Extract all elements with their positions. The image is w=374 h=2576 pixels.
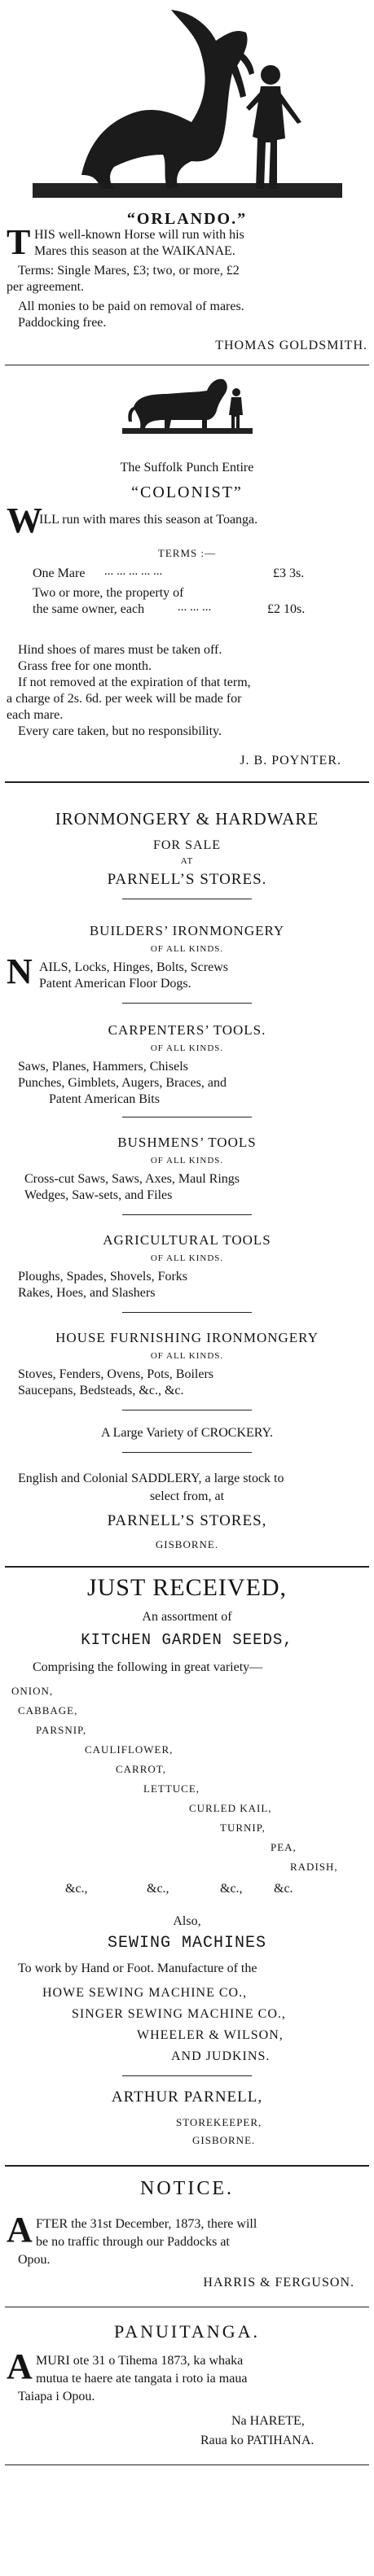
arthur-parnell-signature: ARTHUR PARNELL, <box>111 2088 263 2106</box>
orlando-paddock-line: Paddocking free. <box>18 316 107 330</box>
colonist-terms-heading: TERMS :— <box>157 547 217 559</box>
saddlery-line2: select from, at <box>149 1489 225 1503</box>
colonist-signature: J. B. POYNTER. <box>240 754 341 768</box>
notice-line3: Opou. <box>18 2253 51 2267</box>
panuitanga-drop-cap: A <box>7 2346 33 2386</box>
sewing-heading: SEWING MACHINES <box>107 1934 267 1953</box>
orlando-body-line2: Mares this season at the WAIKANAE. <box>34 244 235 258</box>
maker-item: WHEELER & WILSON, <box>137 2028 284 2042</box>
short-divider <box>122 1214 252 1215</box>
etc-item: &c., <box>220 1882 243 1896</box>
comprising-line: Comprising the following in great variety— <box>33 1660 263 1674</box>
short-divider <box>122 1312 252 1313</box>
orlando-drop-cap: T <box>7 222 31 262</box>
panuitanga-line1: MURI ote 31 o Tihema 1873, ka whaka <box>36 2354 244 2368</box>
short-divider <box>122 2075 252 2076</box>
colonist-one-mare-label: One Mare <box>33 566 86 580</box>
saddlery-line1: English and Colonial SADDLERY, a large stock to <box>18 1472 284 1485</box>
seed-item: CARROT, <box>116 1763 167 1775</box>
colonist-one-mare-price: £3 3s. <box>273 566 305 580</box>
divider <box>5 2165 369 2167</box>
gisborne-town: GISBORNE. <box>192 2134 256 2146</box>
orlando-body-line1: HIS well-known Horse will run with his <box>34 228 244 242</box>
store-name-again: PARNELL’S STORES, <box>107 1512 267 1529</box>
seed-item: LETTUCE, <box>143 1782 200 1795</box>
for-sale-line: FOR SALE <box>152 838 222 852</box>
colonist-two-more-price: £2 10s. <box>267 602 306 616</box>
carpenters-heading: CARPENTERS’ TOOLS. <box>108 1022 266 1038</box>
carpenters-line2: Punches, Gimblets, Augers, Braces, and <box>18 1076 227 1090</box>
panuitanga-sig1: Na HARETE, <box>231 2414 305 2428</box>
notice-line2: be no traffic through our Paddocks at <box>36 2235 230 2249</box>
storekeeper-role: STOREKEEPER, <box>176 2116 262 2128</box>
panuitanga-line3: Taiapa i Opou. <box>18 2390 95 2403</box>
just-received-heading: JUST RECEIVED, <box>86 1574 288 1601</box>
maker-item: HOWE SEWING MACHINE CO., <box>42 1986 248 2000</box>
short-divider <box>122 1003 252 1004</box>
etc-item: &c., <box>65 1882 88 1896</box>
etc-item: &c. <box>274 1882 293 1896</box>
colonist-two-more-line1: Two or more, the property of <box>33 586 184 600</box>
all-kinds-label: OF ALL KINDS. <box>150 1351 224 1361</box>
panuitanga-line2: mutua te haere ate tangata i roto ia maua <box>36 2372 248 2386</box>
agricultural-heading: AGRICULTURAL TOOLS <box>103 1232 271 1248</box>
colonist-charge-line3: each mare. <box>7 708 64 722</box>
panuitanga-heading: PANUITANGA. <box>114 2321 260 2342</box>
at-line: AT <box>180 856 194 866</box>
agricultural-line2: Rakes, Hoes, and Slashers <box>18 1286 156 1300</box>
notice-line1: FTER the 31st December, 1873, there will <box>36 2217 257 2231</box>
seed-item: CURLED KAIL, <box>189 1802 272 1814</box>
colonist-two-more-line2: the same owner, each <box>33 602 145 616</box>
divider <box>5 781 369 783</box>
assortment-line: An assortment of <box>142 1610 232 1624</box>
colonist-hind-shoes: Hind shoes of mares must be taken off. <box>18 643 222 657</box>
colonist-charge-line2: a charge of 2s. 6d. per week will be made for <box>7 692 242 706</box>
colonist-care-line: Every care taken, but no responsibility. <box>18 724 222 738</box>
carpenters-line3: Patent American Bits <box>49 1092 160 1106</box>
house-line1: Stoves, Fenders, Ovens, Pots, Boilers <box>18 1367 213 1381</box>
notice-heading: NOTICE. <box>140 2178 234 2199</box>
colonist-one-mare-dots: ... ... ... ... ... <box>104 565 163 578</box>
seed-item: PARSNIP, <box>36 1724 87 1736</box>
seed-item: RADISH, <box>290 1861 338 1873</box>
orlando-terms-line1: Terms: Single Mares, £3; two, or more, £2 <box>18 264 240 278</box>
panuitanga-sig2: Raua ko PATIHANA. <box>200 2434 315 2447</box>
seed-item: PEA, <box>271 1841 297 1853</box>
maker-item: SINGER SEWING MACHINE CO., <box>72 2007 286 2021</box>
house-line2: Saucepans, Bedsteads, &c., &c. <box>18 1384 184 1397</box>
seeds-heading: KITCHEN GARDEN SEEDS, <box>81 1631 293 1649</box>
colonist-breed-line: The Suffolk Punch Entire <box>120 461 254 475</box>
seed-item: TURNIP, <box>220 1822 266 1834</box>
all-kinds-label: OF ALL KINDS. <box>150 944 224 954</box>
colonist-two-more-dots: ... ... ... <box>178 601 212 614</box>
house-heading: HOUSE FURNISHING IRONMONGERY <box>55 1330 319 1345</box>
builders-line2: Patent American Floor Dogs. <box>39 977 191 991</box>
all-kinds-label: OF ALL KINDS. <box>150 1156 224 1166</box>
colonist-body-line1: ILL run with mares this season at Toanga. <box>39 513 258 527</box>
etc-item: &c., <box>147 1882 169 1896</box>
bushmens-heading: BUSHMENS’ TOOLS <box>117 1135 257 1150</box>
sewing-line: To work by Hand or Foot. Manufacture of the <box>18 1962 257 1975</box>
orlando-terms-line2: per agreement. <box>7 280 85 294</box>
seed-item: ONION, <box>11 1685 54 1697</box>
store-name: PARNELL’S STORES. <box>107 871 267 888</box>
store-town: GISBORNE. <box>155 1538 219 1550</box>
seed-item: CABBAGE, <box>18 1704 78 1717</box>
crockery-line: A Large Variety of CROCKERY. <box>100 1426 274 1440</box>
builders-drop-cap: N <box>7 951 33 991</box>
rearing-horse-illustration <box>33 0 342 220</box>
agricultural-line1: Ploughs, Spades, Shovels, Forks <box>18 1270 188 1284</box>
colonist-title: “COLONIST” <box>131 483 243 501</box>
bushmens-line2: Wedges, Saw-sets, and Files <box>24 1188 173 1202</box>
divider <box>5 1566 369 1568</box>
builders-line1: AILS, Locks, Hinges, Bolts, Screws <box>39 960 228 974</box>
maker-item: AND JUDKINS. <box>171 2049 271 2063</box>
orlando-money-line: All monies to be paid on removal of mares. <box>18 300 244 313</box>
suffolk-punch-horse-illustration <box>122 374 253 438</box>
seed-item: CAULIFLOWER, <box>85 1743 174 1756</box>
bushmens-line1: Cross-cut Saws, Saws, Axes, Maul Rings <box>24 1172 240 1186</box>
colonist-grass-free: Grass free for one month. <box>18 659 152 673</box>
notice-drop-cap: A <box>7 2210 33 2250</box>
all-kinds-label: OF ALL KINDS. <box>150 1253 224 1263</box>
also-line: Also, <box>173 1914 201 1928</box>
all-kinds-label: OF ALL KINDS. <box>150 1043 224 1053</box>
orlando-title: “ORLANDO.” <box>126 210 248 228</box>
builders-heading: BUILDERS’ IRONMONGERY <box>89 923 285 938</box>
carpenters-line1: Saws, Planes, Hammers, Chisels <box>18 1060 188 1074</box>
notice-signature: HARRIS & FERGUSON. <box>203 2276 354 2290</box>
divider <box>5 2464 369 2465</box>
colonist-charge-line1: If not removed at the expiration of that term, <box>18 676 251 689</box>
short-divider <box>122 1452 252 1453</box>
colonist-drop-cap: W <box>7 501 42 540</box>
ironmongery-heading: IRONMONGERY & HARDWARE <box>55 809 319 829</box>
orlando-signature: THOMAS GOLDSMITH. <box>215 339 367 352</box>
